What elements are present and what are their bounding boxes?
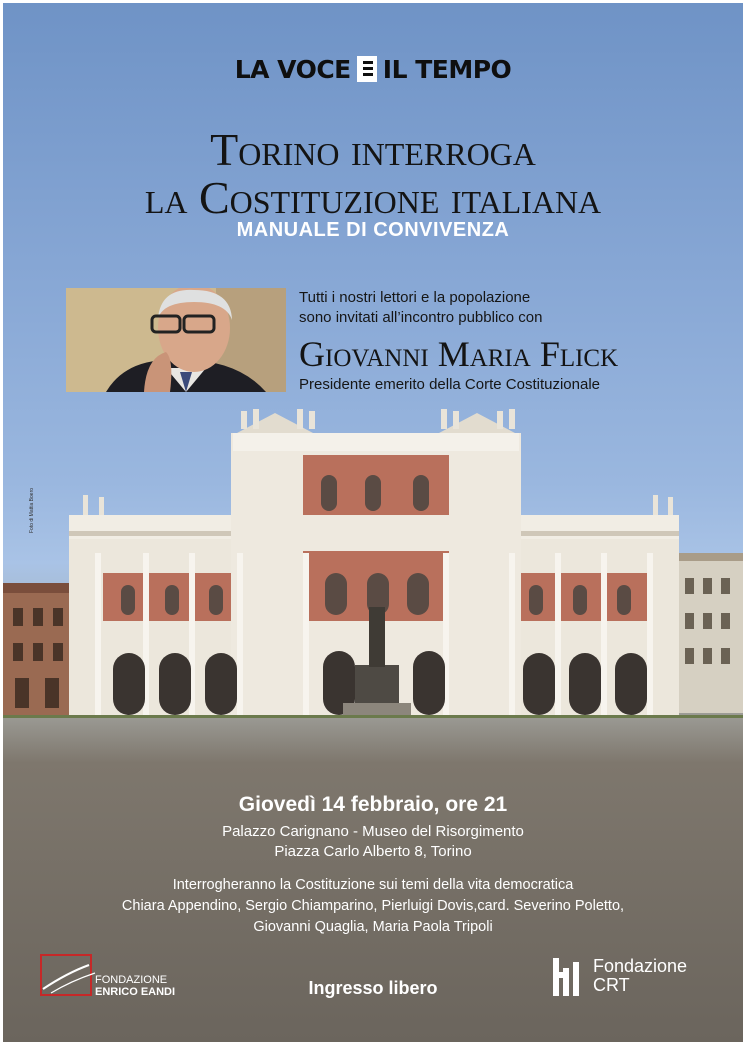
- event-address: Piazza Carlo Alberto 8, Torino: [274, 843, 472, 860]
- eandi-line-2: ENRICO EANDI: [95, 986, 176, 998]
- participants-intro: Interrogheranno la Costituzione sui temi della vita democratica: [172, 877, 574, 893]
- photo-credit: Foto di Mattia Boero: [29, 487, 35, 533]
- speaker-portrait: [66, 288, 286, 392]
- eandi-line-1: FONDAZIONE: [95, 974, 168, 986]
- crt-text: [593, 957, 687, 995]
- invitation-line-2: sono invitati all’incontro pubblico con: [299, 309, 543, 326]
- title-line-1: Torino interroga: [210, 124, 536, 175]
- speaker-role: Presidente emerito della Corte Costituzionale: [299, 376, 600, 393]
- participants-line-2: Giovanni Quaglia, Maria Paola Tripoli: [253, 919, 493, 935]
- free-entry: Ingresso libero: [308, 978, 438, 998]
- masthead-left: LA VOCE: [234, 55, 351, 84]
- masthead-right: IL TEMPO: [382, 55, 512, 84]
- masthead-logo-icon: [357, 56, 377, 82]
- crt-line-2: CRT: [593, 975, 630, 995]
- event-date: Giovedì 14 febbraio, ore 21: [238, 793, 508, 816]
- event-poster: [3, 3, 743, 1042]
- participants-line-1: Chiara Appendino, Sergio Chiamparino, Pierluigi Dovis,card. Severino Poletto,: [121, 898, 625, 914]
- newspaper-masthead: [3, 55, 743, 84]
- invitation-line-1: Tutti i nostri lettori e la popolazione: [299, 289, 531, 306]
- palazzo-carignano-photo: [3, 403, 743, 733]
- title-line-2: la Costituzione italiana: [144, 172, 602, 223]
- fondazione-crt-logo-icon: [549, 958, 589, 1000]
- crt-line-1: Fondazione: [593, 956, 688, 976]
- event-venue: Palazzo Carignano - Museo del Risorgimento: [222, 823, 524, 840]
- subtitle: MANUALE DI CONVIVENZA: [236, 219, 510, 241]
- speaker-name: Giovanni Maria Flick: [299, 334, 619, 374]
